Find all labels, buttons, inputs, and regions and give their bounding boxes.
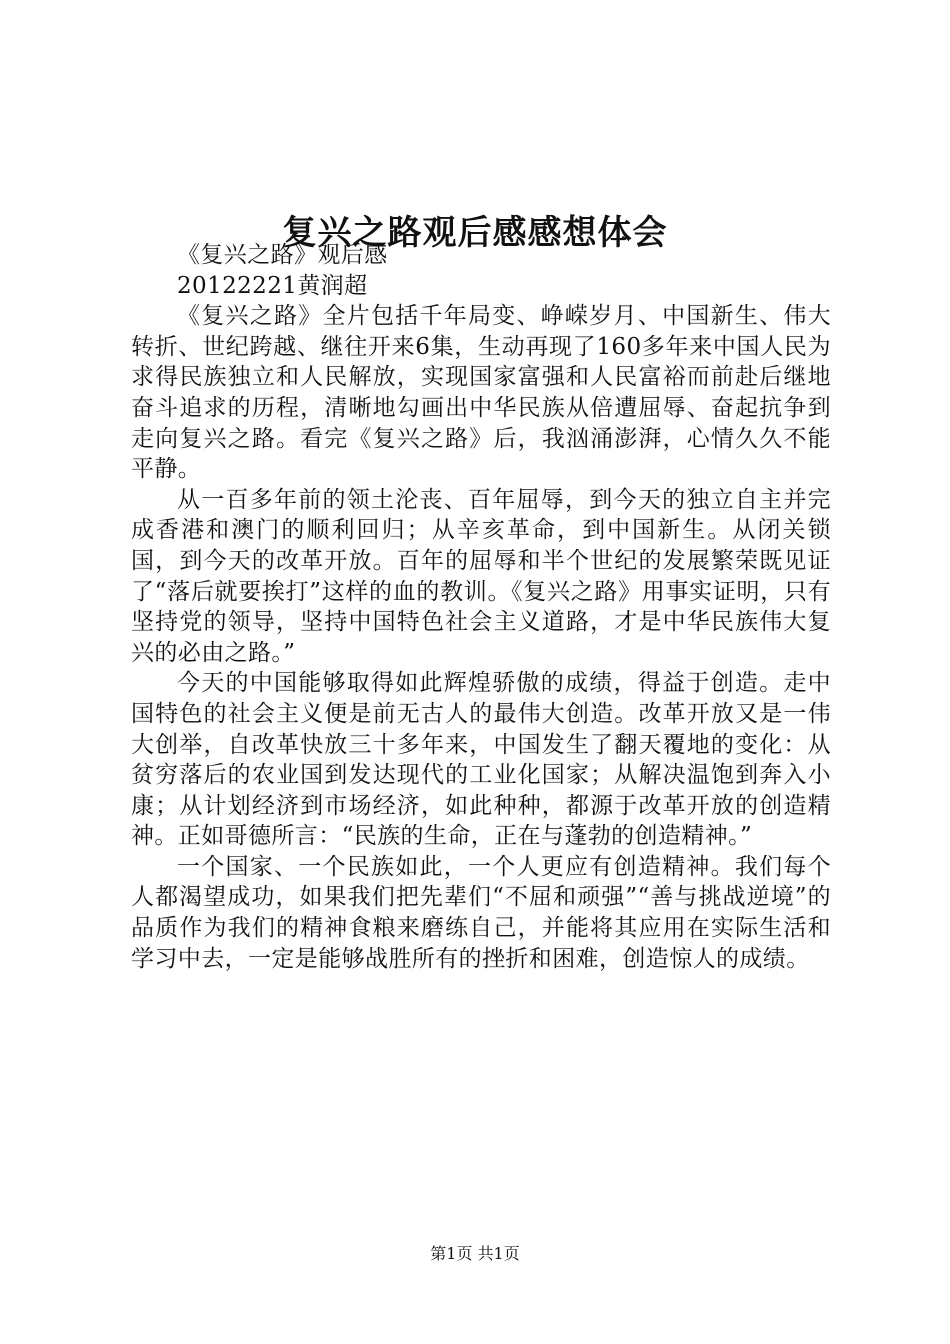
page-footer: 第1页 共1页 bbox=[430, 1244, 520, 1263]
paragraph: 从一百多年前的领土沦丧、百年屈辱，到今天的独立自主并完成香港和澳门的顺利回归；从辛亥革命，到中国新生。从闭关锁国，到今天的改革开放。百年的屈辱和半个世纪的发展繁荣既见证了“落后就要挨打”这样的血的教训。《复兴之路》用事实证明，只有坚持党的领导，坚持中国特色社会主义道路，才是中华民族伟大复兴的必由之路。” bbox=[131, 486, 831, 666]
document-body bbox=[131, 240, 831, 974]
subtitle-line: 《复兴之路》观后感 bbox=[177, 242, 388, 268]
document-title: 复兴之路观后感感想体会 bbox=[282, 212, 668, 253]
paragraph: 今天的中国能够取得如此辉煌骄傲的成绩，得益于创造。走中国特色的社会主义便是前无古人的最伟大创造。改革开放又是一伟大创举，自改革快放三十多年来，中国发生了翻天覆地的变化：从贫穷落后的农业国到发达现代的工业化国家；从解决温饱到奔入小康；从计划经济到市场经济，如此种种，都源于改革开放的创造精神。正如哥德所言：“民族的生命，正在与蓬勃的创造精神。” bbox=[131, 670, 831, 850]
paragraph: 一个国家、一个民族如此，一个人更应有创造精神。我们每个人都渴望成功，如果我们把先辈们“不屈和顽强”“善与挑战逆境”的品质作为我们的精神食粮来磨练自己，并能将其应用在实际生活和学习中去，一定是能够战胜所有的挫折和困难，创造惊人的成绩。 bbox=[131, 853, 831, 972]
author-line: 20122221黄润超 bbox=[177, 272, 368, 299]
paragraph: 《复兴之路》全片包括千年局变、峥嵘岁月、中国新生、伟大转折、世纪跨越、继往开来6集，生动再现了160多年来中国人民为求得民族独立和人民解放，实现国家富强和人民富裕而前赴后继地奋斗追求的历程，清晰地勾画出中华民族从倍遭屈辱、奋起抗争到走向复兴之路。看完《复兴之路》后，我汹涌澎湃，心情久久不能平静。 bbox=[131, 303, 831, 483]
